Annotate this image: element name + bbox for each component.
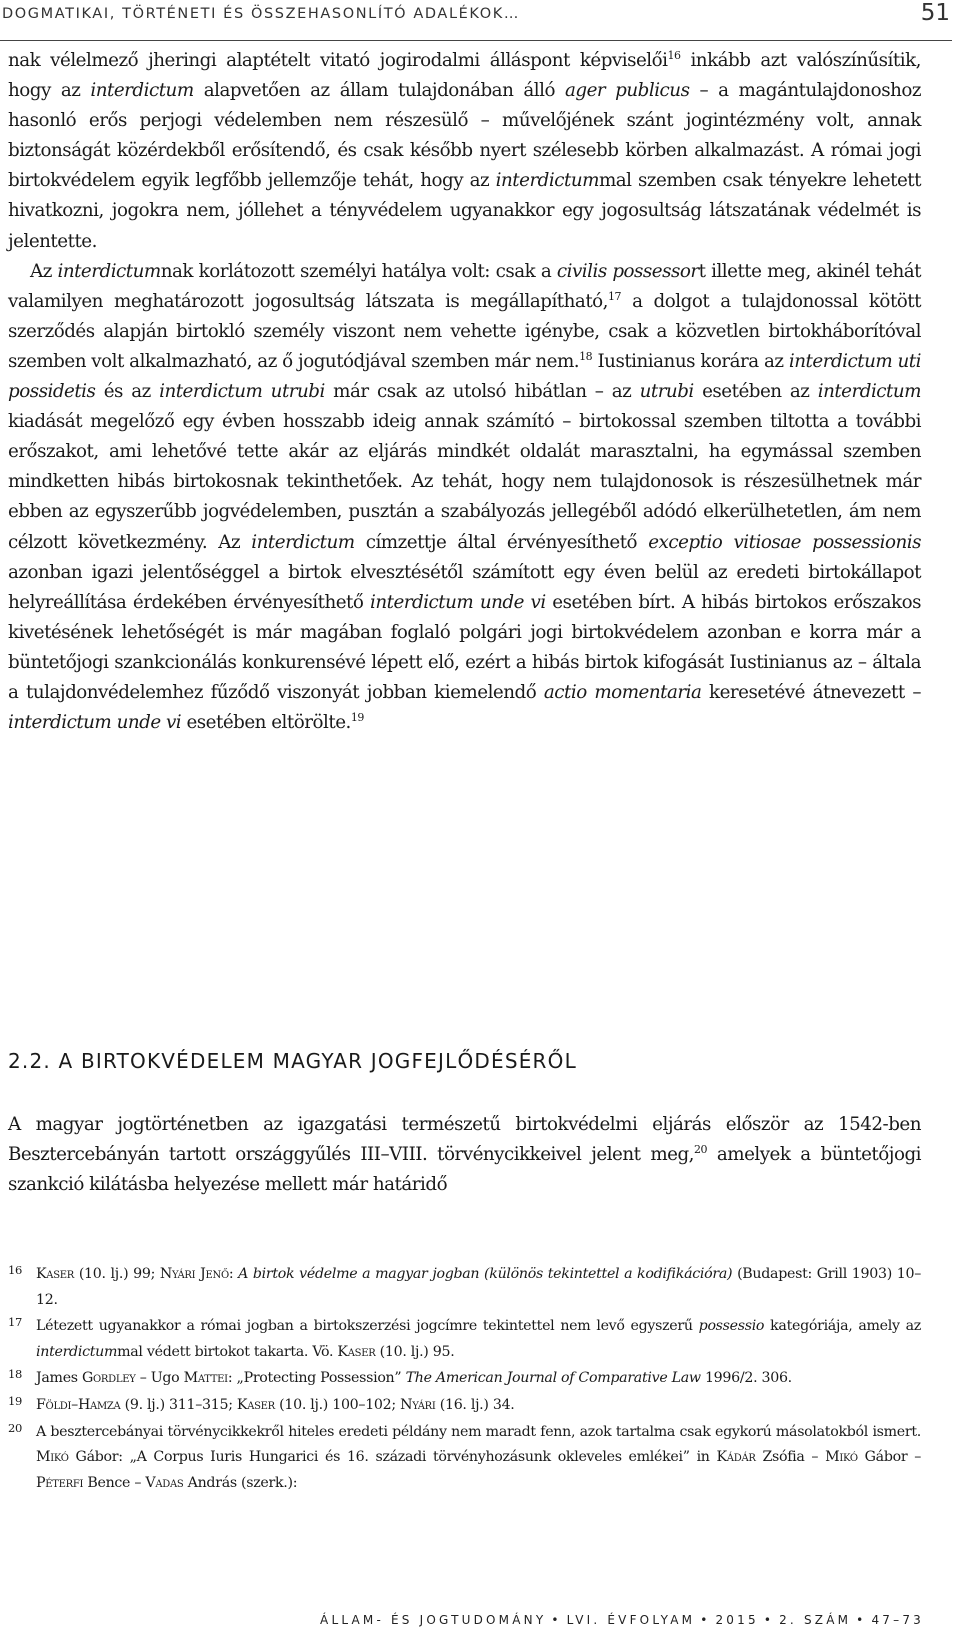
text: esetében eltörölte.: [181, 712, 351, 734]
footnote-ref-16[interactable]: 16: [667, 49, 681, 62]
text: (16. lj.) 34.: [435, 1396, 515, 1413]
text: A besztercebányai törvénycikkekről hiteles eredeti példány nem maradt fenn, azok tartalma csak egykorú másolatokból ismert.: [36, 1423, 921, 1440]
author-name: Mikó: [36, 1449, 69, 1466]
author-name: Földi: [36, 1396, 72, 1413]
text: és az: [95, 381, 160, 403]
footnote-ref-18[interactable]: 18: [579, 349, 593, 363]
text: (9. lj.) 311–315;: [120, 1396, 237, 1413]
text: mal védett birtokot takarta. Vö.: [117, 1343, 338, 1360]
footnote-ref-19[interactable]: 19: [350, 711, 364, 725]
author-name: Hamza: [77, 1396, 121, 1413]
latin-term: interdictum uti possidetis: [8, 350, 922, 403]
paragraph-1: [8, 46, 921, 257]
footnote-number: 17: [8, 1315, 23, 1330]
text: (Budapest: Grill 1903) 10–12.: [36, 1266, 921, 1308]
latin-term: interdictum unde vi: [369, 591, 546, 613]
text: Gábor: „A Corpus Iuris Hungarici és 16. századi törvényhozásunk okleveles emlékei” in: [68, 1449, 717, 1466]
work-title: The American Journal of Comparative Law: [405, 1370, 701, 1387]
author-name: Kaser: [337, 1343, 376, 1360]
section-paragraph: [8, 1110, 921, 1200]
text: James: [36, 1370, 82, 1387]
footnote-number: 20: [8, 1420, 23, 1435]
author-name: Kaser: [236, 1396, 275, 1413]
footnote-ref-17[interactable]: 17: [607, 289, 621, 303]
latin-term: interdictum: [495, 170, 599, 192]
text: inkább azt valószínűsítik, hogy az: [8, 50, 921, 102]
latin-term: interdictum: [817, 381, 921, 403]
text: nak korlátozott személyi hatálya volt: csak a: [160, 260, 557, 282]
latin-term: ager publicus: [565, 80, 690, 102]
text: (10. lj.) 99;: [74, 1266, 160, 1282]
text: :: [228, 1266, 239, 1282]
text: már csak az utolsó hibátlan – az: [324, 381, 640, 403]
text: alapvetően az állam tulajdonában álló: [193, 80, 565, 102]
author-name: Nyári: [400, 1396, 436, 1413]
author-name: Péterfi: [36, 1474, 84, 1491]
text: (10. lj.) 95.: [375, 1343, 455, 1360]
text: esetében az: [693, 381, 818, 403]
latin-term: utrubi: [639, 381, 694, 403]
page-number: 51: [920, 0, 950, 26]
separator-dot: •: [700, 1613, 711, 1627]
text: a dolgot a tulajdonossal kötött szerződés alapján birtokló személy viszont nem vehette igénybe, csak a közvetlen birtokháborítóval szemben volt alkalmazható, az ő jogutódjával szemben már nem.: [8, 290, 921, 372]
footnotes: [8, 1262, 921, 1497]
text: Zsófia –: [755, 1449, 826, 1466]
author-name: Gordley: [82, 1370, 136, 1387]
footnote-number: 18: [8, 1367, 23, 1382]
text: azonban igazi jelentőséggel a birtok elvesztésétől számított egy éven belül az eredeti birtokállapot helyreállítása érdekében érvényesíthető: [8, 561, 921, 613]
text: 1996/2. 306.: [700, 1370, 792, 1387]
volume: LVI. ÉVFOLYAM: [566, 1613, 696, 1627]
footnote-18: [8, 1366, 921, 1392]
latin-term: interdictum: [36, 1343, 118, 1360]
author-name: Nyári Jenő: [159, 1266, 229, 1282]
footnote-19: [8, 1393, 921, 1419]
text: t illette meg, akinél tehát valamilyen meghatározott jogosultság látszata is megállapítható,: [8, 260, 921, 312]
text: – a magántulajdonoshoz hasonló erős perjogi védelemben nem részesülő – művelőjének szánt jogintézmény volt, annak biztonságát közérdekből erősítendő, és csak később nyert szélesebb körben alkalmazást. A római jogi birtokvédelem egyik legfőbb jellemzője tehát, hogy az: [8, 80, 921, 192]
latin-term: interdictum: [57, 260, 161, 282]
work-title: A birtok védelme a magyar jogban (különös tekintettel a kodifikációra): [238, 1266, 733, 1282]
text: Iustinianus korára az: [592, 350, 789, 372]
latin-term: interdictum utrubi: [159, 381, 325, 403]
text: amelyek a büntetőjogi szankció kilátásba helyezése mellett már határidő: [8, 1144, 922, 1196]
text: –: [71, 1396, 78, 1413]
footnote-number: 16: [8, 1263, 23, 1277]
separator-dot: •: [856, 1613, 867, 1627]
text: Gábor –: [857, 1449, 921, 1466]
text: András (szerk.):: [183, 1474, 298, 1491]
text: – Ugo: [135, 1370, 184, 1387]
footnote-17: [8, 1314, 921, 1365]
main-body: [8, 46, 921, 738]
author-name: Mattei: [183, 1370, 228, 1387]
latin-term: interdictum: [90, 80, 194, 102]
text: A magyar jogtörténetben az igazgatási természetű birtokvédelmi eljárás először az 1542-ben Besztercebányán tartott országgyűlés III–VIII. törvénycikkeivel jelent meg,: [8, 1114, 921, 1166]
section-heading: 2.2. A BIRTOKVÉDELEM MAGYAR JOGFEJLŐDÉSÉRŐL: [8, 1049, 577, 1073]
text: kategóriája, amely az: [764, 1318, 921, 1335]
text: keresetévé átnevezett –: [701, 681, 922, 703]
text: esetében bírt. A hibás birtokos erőszakos kivetésének lehetőségét is már magában foglaló polgári jogi birtokvédelem azonban e korra már a büntetőjogi szankcionálás konkurensévé lépett elő, ezért a hibás birtok kifogását Iustinianus az – általa a tulajdonvédelemhez fűződő viszonyát jobban kiemelendő: [8, 591, 922, 703]
author-name: Kádár: [716, 1449, 756, 1466]
latin-term: exceptio vitiosae possessionis: [648, 531, 921, 553]
footnote-20: [8, 1420, 921, 1497]
latin-term: interdictum: [251, 531, 355, 553]
text: címzettje által érvényesíthető: [354, 531, 649, 553]
issue: 2. SZÁM: [779, 1613, 852, 1627]
running-footer: [320, 1613, 924, 1627]
footnote-number: 19: [8, 1393, 23, 1408]
year: 2015: [715, 1613, 759, 1627]
text: Az: [30, 260, 58, 282]
latin-term: actio momentaria: [543, 681, 702, 703]
author-name: Vadas: [145, 1474, 184, 1491]
footnote-ref-20[interactable]: 20: [694, 1143, 707, 1157]
footnote-16: [8, 1262, 921, 1313]
text: Létezett ugyanakkor a római jogban a birtokszerzési jogcímre tekintettel nem levő egyszerű: [36, 1318, 699, 1335]
journal-name: ÁLLAM- ÉS JOGTUDOMÁNY: [320, 1613, 547, 1627]
latin-term: possessio: [698, 1318, 765, 1335]
author-name: Kaser: [36, 1266, 75, 1282]
page-range: 47–73: [871, 1613, 924, 1627]
running-header: [0, 0, 952, 41]
author-name: Mikó: [825, 1449, 858, 1466]
paragraph-2: [8, 257, 921, 739]
text: Bence –: [83, 1474, 146, 1491]
separator-dot: •: [763, 1613, 775, 1627]
separator-dot: •: [551, 1613, 562, 1627]
text: mal szemben csak tényekre lehetett hivatkozni, jogokra nem, jóllehet a tényvédelem ugyanakkor egy jogosultság látszatának védelmét is jelentette.: [8, 170, 921, 252]
text: kiadását megelőző egy évben hosszabb ideig annak számító – birtokossal szemben tiltotta a további erőszakot, ami lehetővé tette akár az eljárás mindkét oldalát marasztalni, ha egymással szemben mindketten hibás birtokosnak tekinthetőek. Az tehát, hogy nem tulajdonosok is részesülhetnek már ebben az egyszerűbb jogvédelemben, pusztán a szabályozás jellegéből adódó elkerülhetetlen, ám nem célzott következmény. Az: [8, 411, 921, 553]
text: nak vélelmező jheringi alaptételt vitató jogirodalmi álláspont képviselői: [8, 50, 668, 71]
text: (10. lj.) 100–102;: [274, 1396, 401, 1413]
latin-term: interdictum unde vi: [8, 712, 182, 734]
latin-term: civilis possessor: [556, 260, 699, 282]
running-title: DOGMATIKAI, TÖRTÉNETI ÉS ÖSSZEHASONLÍTÓ ADALÉKOK…: [2, 6, 520, 22]
text: : „Protecting Possession”: [227, 1370, 406, 1387]
